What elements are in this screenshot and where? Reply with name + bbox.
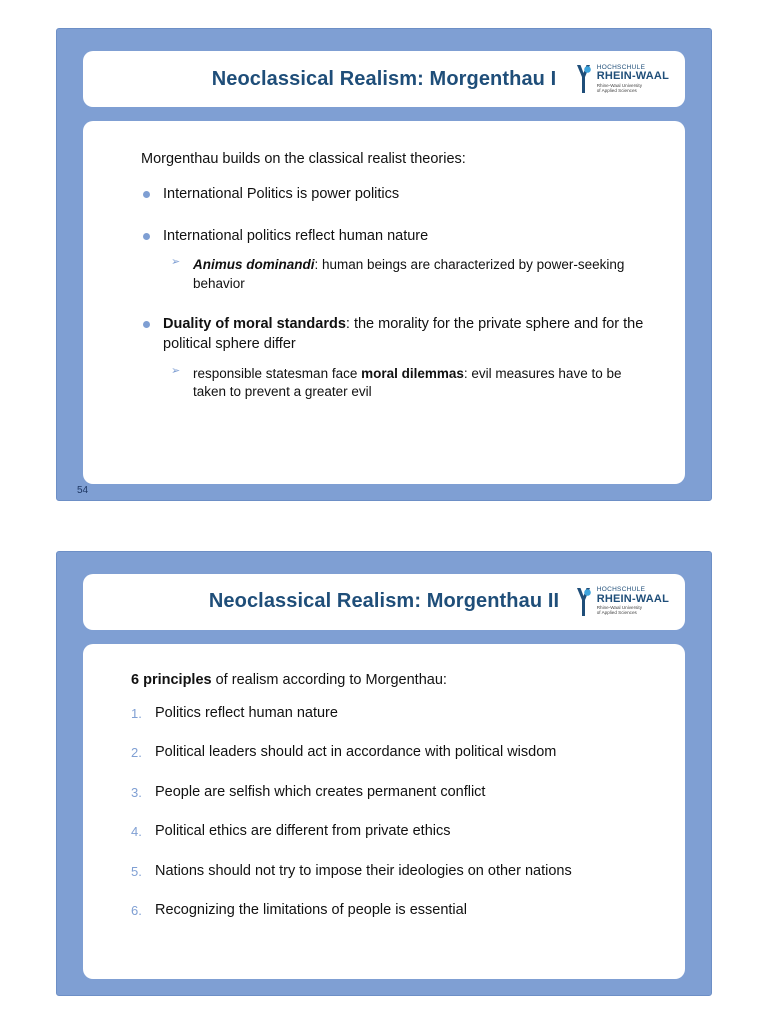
logo-line-1: HOCHSCHULE xyxy=(596,63,646,71)
bullet-text: : the morality for the private sphere and for the political sphere differ xyxy=(163,316,644,352)
logo-wordmark xyxy=(597,587,669,616)
slide-1 xyxy=(56,28,712,501)
logo-line-4: of Applied Sciences xyxy=(596,610,637,616)
slide-2-body xyxy=(83,644,685,979)
logo-line-3: Rhine-Waal University xyxy=(596,605,642,611)
logo-line-2: RHEIN-WAAL xyxy=(596,592,669,605)
bullet-emphasis: Duality of moral standards xyxy=(163,316,346,333)
logo-line-3: Rhine-Waal University xyxy=(596,82,642,88)
slide-2-lead-emphasis: 6 principles xyxy=(131,671,212,688)
sub-item-post: : evil measures have to be taken to prevent a greater evil xyxy=(193,365,622,400)
sub-list xyxy=(163,256,655,293)
slide-1-title: Neoclassical Realism: Morgenthau I xyxy=(211,67,557,90)
list-item xyxy=(113,315,655,401)
list-item-text: Recognizing the limitations of people is essential xyxy=(155,902,467,919)
slide-1-body xyxy=(83,121,685,484)
sub-list-item xyxy=(163,365,655,402)
slide-2-lead-text: of realism according to Morgenthau: xyxy=(211,671,447,688)
slide-1-lead: Morgenthau builds on the classical realist theories: xyxy=(141,151,466,167)
logo-wordmark xyxy=(597,65,669,94)
slide-1-bullet-list xyxy=(113,185,655,402)
slide-2-title-box xyxy=(83,574,685,630)
sub-item-pre: responsible statesman face xyxy=(193,365,362,381)
list-item xyxy=(113,783,655,803)
slide-2-title: Neoclassical Realism: Morgenthau II xyxy=(208,590,560,613)
slide-2 xyxy=(56,551,712,996)
slide-2-numbered-list xyxy=(113,704,655,921)
list-item xyxy=(113,822,655,842)
list-item xyxy=(113,704,655,724)
logo-line-1: HOCHSCHULE xyxy=(596,586,646,594)
list-item-text: Nations should not try to impose their ideologies on other nations xyxy=(155,862,572,879)
list-item xyxy=(113,743,655,763)
bullet-text: International Politics is power politics xyxy=(163,186,400,202)
bullet-text: International politics reflect human nature xyxy=(163,227,429,244)
slide-2-lead xyxy=(131,672,655,688)
list-item-text: People are selfish which creates permanent conflict xyxy=(155,783,486,800)
list-item xyxy=(113,862,655,882)
list-item-text: Political leaders should act in accordance with political wisdom xyxy=(155,744,557,761)
sub-list-item xyxy=(163,256,655,293)
sub-item-emphasis: Animus dominandi xyxy=(193,257,315,273)
hochschule-rhein-waal-logo xyxy=(575,587,669,617)
slide-1-title-box xyxy=(83,51,685,107)
hochschule-rhein-waal-logo xyxy=(575,64,669,94)
sub-item-text: : human beings are characterized by power-seeking behavior xyxy=(193,257,625,291)
slide-number: 54 xyxy=(77,484,89,496)
list-item xyxy=(113,901,655,921)
logo-line-2: RHEIN-WAAL xyxy=(596,70,669,83)
list-item-text: Politics reflect human nature xyxy=(155,704,338,721)
list-item-text: Political ethics are different from private ethics xyxy=(155,823,451,840)
logo-line-4: of Applied Sciences xyxy=(596,87,637,93)
sub-item-emphasis: moral dilemmas xyxy=(361,365,464,381)
list-item xyxy=(113,227,655,294)
logo-mark-icon xyxy=(575,587,592,617)
list-item xyxy=(113,185,655,205)
sub-list xyxy=(163,365,655,402)
logo-mark-icon xyxy=(575,64,592,94)
